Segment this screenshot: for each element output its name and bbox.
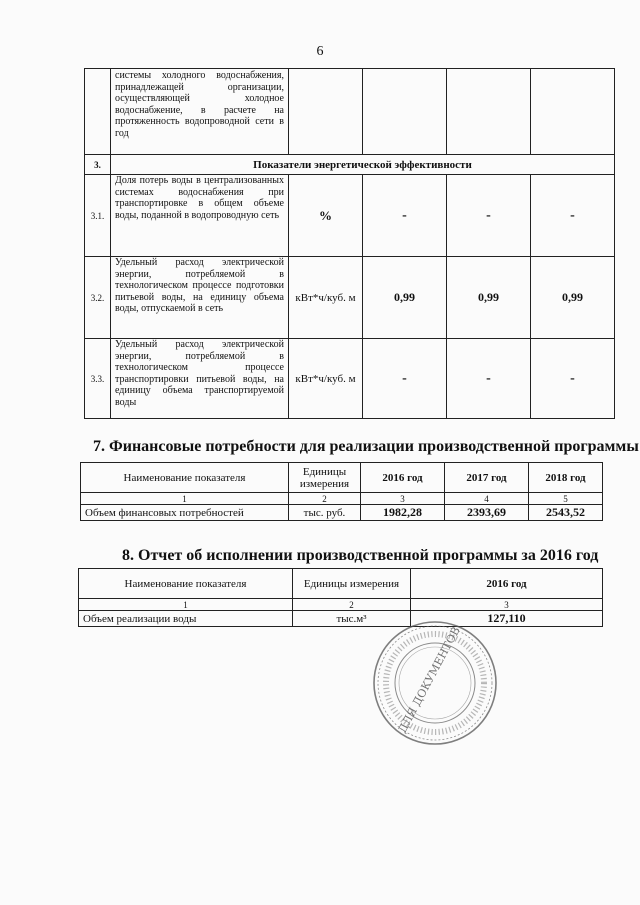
value-2016: - — [363, 175, 447, 257]
table-row — [79, 611, 603, 627]
section-title: Показатели энергетической эффективности — [111, 155, 615, 175]
value-2017-cell — [447, 69, 531, 155]
section-8-title: 8. Отчет об исполнении производственной программы за 2016 год — [122, 547, 599, 564]
column-index: 3 — [411, 599, 603, 611]
value-2018: 2543,52 — [529, 505, 603, 521]
header-row — [81, 463, 603, 493]
indicator-name: Удельный расход электрической энергии, потребляемой в технологическом процессе транспортировки питьевой воды, на единицу объема транспортируемой воды — [111, 339, 289, 419]
unit-cell — [289, 69, 363, 155]
column-index: 3 — [361, 493, 445, 505]
value-2018: - — [531, 339, 615, 419]
header-2018: 2018 год — [529, 463, 603, 493]
column-index: 2 — [289, 493, 361, 505]
indicators-table — [84, 68, 615, 419]
header-name: Наименование показателя — [81, 463, 289, 493]
value-2018: - — [531, 175, 615, 257]
value-2017: - — [447, 339, 531, 419]
table-row — [85, 69, 615, 155]
table-row — [85, 257, 615, 339]
indicator-name: Удельный расход электрической энергии, потребляемой в технологическом процессе подготовки питьевой воды, на единицу объема воды, отпускаемой в сеть — [111, 257, 289, 339]
table-row — [85, 339, 615, 419]
unit: тыс.м³ — [293, 611, 411, 627]
row-number: 3.3. — [85, 339, 111, 419]
header-name: Наименование показателя — [79, 569, 293, 599]
indicator-name: Объем финансовых потребностей — [81, 505, 289, 521]
seal-text: ДЛЯ ДОКУМЕНТОВ — [395, 624, 463, 736]
column-index: 5 — [529, 493, 603, 505]
value-2016: 1982,28 — [361, 505, 445, 521]
row-number: 3.1. — [85, 175, 111, 257]
value-2018-cell — [531, 69, 615, 155]
index-row — [79, 599, 603, 611]
value-2017: 0,99 — [447, 257, 531, 339]
value-2016: 127,110 — [411, 611, 603, 627]
header-unit: Единицы измерения — [289, 463, 361, 493]
header-2016: 2016 год — [411, 569, 603, 599]
program-report-table — [78, 568, 603, 627]
value-2016: 0,99 — [363, 257, 447, 339]
header-2017: 2017 год — [445, 463, 529, 493]
unit: тыс. руб. — [289, 505, 361, 521]
unit: % — [289, 175, 363, 257]
financial-needs-table — [80, 462, 603, 521]
value-2017: - — [447, 175, 531, 257]
unit: кВт*ч/куб. м — [289, 257, 363, 339]
value-2016: - — [363, 339, 447, 419]
header-row — [79, 569, 603, 599]
indicator-name: Объем реализации воды — [79, 611, 293, 627]
official-seal — [370, 618, 500, 748]
indicator-name: Доля потерь воды в централизованных системах водоснабжения при транспортировке в общем объеме воды, поданной в водопроводную сеть — [111, 175, 289, 257]
value-2018: 0,99 — [531, 257, 615, 339]
header-2016: 2016 год — [361, 463, 445, 493]
row-number-cell — [85, 69, 111, 155]
section-row — [85, 155, 615, 175]
value-2016-cell — [363, 69, 447, 155]
value-2017: 2393,69 — [445, 505, 529, 521]
table-row — [85, 175, 615, 257]
unit: кВт*ч/куб. м — [289, 339, 363, 419]
section-number: 3. — [85, 155, 111, 175]
table-row — [81, 505, 603, 521]
column-index: 1 — [81, 493, 289, 505]
index-row — [81, 493, 603, 505]
indicator-name-cell: системы холодного водоснабжения, принадлежащей организации, осуществляющей холодное водоснабжение, в расчете на протяженность водопроводной сети в год — [111, 69, 289, 155]
column-index: 4 — [445, 493, 529, 505]
section-7-title: 7. Финансовые потребности для реализации производственной программы — [93, 438, 639, 455]
row-number: 3.2. — [85, 257, 111, 339]
column-index: 2 — [293, 599, 411, 611]
column-index: 1 — [79, 599, 293, 611]
header-unit: Единицы измерения — [293, 569, 411, 599]
page-number: 6 — [316, 44, 324, 59]
